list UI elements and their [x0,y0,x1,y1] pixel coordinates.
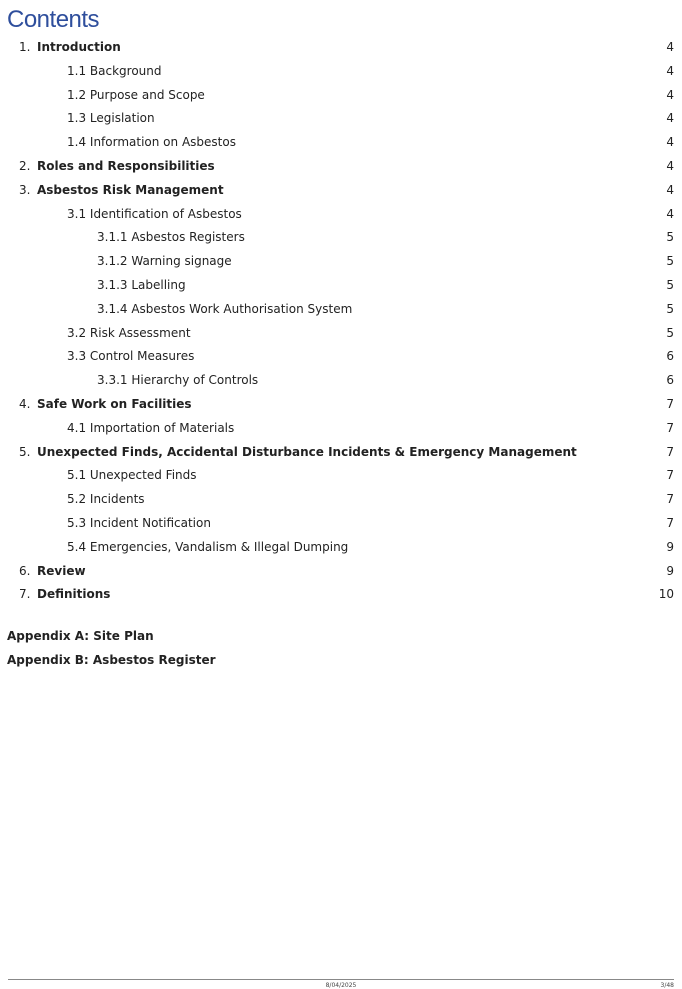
toc-entry[interactable] [0,345,682,369]
toc-entry-page[interactable]: 4 [666,111,674,126]
toc-entry-label[interactable]: 3.1.2 Warning signage [97,254,232,269]
toc-entry-label[interactable]: 5.1 Unexpected Finds [67,468,197,483]
toc-entry-page[interactable]: 5 [666,230,674,245]
toc-entry-page[interactable]: 4 [666,182,674,197]
toc-entry-page[interactable]: 4 [666,40,674,54]
toc-entry-page[interactable]: 7 [666,420,674,435]
toc-entry-label[interactable]: Review [37,563,86,578]
toc-entry[interactable] [0,536,682,560]
toc-entry-page[interactable]: 10 [658,587,674,602]
toc-entry-page[interactable]: 9 [666,539,674,554]
toc-entry-label[interactable]: Unexpected Finds, Accidental Disturbance Incidents & Emergency Management [37,444,577,459]
toc-entry-label[interactable]: Introduction [37,40,121,54]
toc-entry-page[interactable]: 7 [666,468,674,483]
toc-entry-label[interactable]: 3.1.3 Labelling [97,277,186,292]
toc-entry-label[interactable]: 4.1 Importation of Materials [67,420,235,435]
toc-entry-number: 5. [19,444,31,459]
toc-entry[interactable] [0,583,682,607]
toc-entry-label[interactable]: 3.1.1 Asbestos Registers [97,230,245,245]
toc-entry[interactable] [0,512,682,536]
toc-entry[interactable] [0,464,682,488]
toc-entry-label[interactable]: 5.2 Incidents [67,492,145,507]
toc-entry-number: 6. [19,563,31,578]
toc-entry[interactable] [0,393,682,417]
toc-entry-label[interactable]: 3.1 Identification of Asbestos [67,206,242,221]
toc-entry-page[interactable]: 7 [666,396,674,411]
footer-page-number: 3/48 [660,982,674,989]
toc-entry-page[interactable]: 5 [666,301,674,316]
toc-entry-page[interactable]: 4 [666,158,674,173]
toc-entry-label[interactable]: 3.1.4 Asbestos Work Authorisation System [97,301,353,316]
toc-entry-page[interactable]: 4 [666,135,674,150]
toc-entry-page[interactable]: 5 [666,277,674,292]
toc-entry-label[interactable]: 3.3.1 Hierarchy of Controls [97,373,259,388]
toc-entry-page[interactable]: 5 [666,254,674,269]
toc-entry-number: 7. [19,587,31,602]
toc-entry[interactable] [0,298,682,322]
toc-entry-label[interactable]: 1.4 Information on Asbestos [67,135,236,150]
toc-entry-page[interactable]: 7 [666,444,674,459]
page-title: Contents [7,6,100,33]
toc-entry-number: 2. [19,158,31,173]
toc-entry-page[interactable]: 4 [666,87,674,102]
toc-entry[interactable] [0,179,682,203]
toc-entry[interactable] [0,322,682,346]
toc-entry[interactable] [0,107,682,131]
toc-entry-page[interactable]: 7 [666,515,674,530]
toc-entry[interactable] [0,36,682,60]
toc-entry-label[interactable]: Safe Work on Facilities [37,396,192,411]
toc-entry-label[interactable]: 3.2 Risk Assessment [67,325,191,340]
toc-entry-number: 4. [19,396,31,411]
toc-entry-label[interactable]: Definitions [37,587,111,602]
footer-date: 8/04/2025 [325,982,357,989]
toc-entry[interactable] [0,274,682,298]
toc-entry-label[interactable]: 3.3 Control Measures [67,349,195,364]
toc-entry[interactable] [0,131,682,155]
toc-entry-number: 1. [19,40,31,54]
appendix-entry[interactable]: Appendix B: Asbestos Register [7,653,216,667]
toc-entry[interactable] [0,203,682,227]
toc-entry[interactable] [0,441,682,465]
toc-entry-page[interactable]: 4 [666,63,674,78]
toc-entry[interactable] [0,155,682,179]
toc-entry-label[interactable]: 5.4 Emergencies, Vandalism & Illegal Dumping [67,539,349,554]
toc-entry[interactable] [0,560,682,584]
toc-entry-label[interactable]: Asbestos Risk Management [37,182,224,197]
toc-entry[interactable] [0,226,682,250]
toc-entry[interactable] [0,250,682,274]
toc-entry-label[interactable]: 1.2 Purpose and Scope [67,87,205,102]
toc-entry[interactable] [0,369,682,393]
toc-entry-label[interactable]: 1.1 Background [67,63,162,78]
appendix-entry[interactable]: Appendix A: Site Plan [7,629,154,643]
toc-entry-label[interactable]: 5.3 Incident Notification [67,515,211,530]
toc-entry-page[interactable]: 6 [666,349,674,364]
toc-entry-page[interactable]: 4 [666,206,674,221]
toc-entry-label[interactable]: 1.3 Legislation [67,111,155,126]
table-of-contents [0,36,682,607]
toc-entry[interactable] [0,60,682,84]
toc-entry-page[interactable]: 7 [666,492,674,507]
toc-entry[interactable] [0,417,682,441]
toc-entry-label[interactable]: Roles and Responsibilities [37,158,215,173]
toc-entry-page[interactable]: 9 [666,563,674,578]
toc-entry[interactable] [0,488,682,512]
toc-entry-page[interactable]: 6 [666,373,674,388]
toc-entry-page[interactable]: 5 [666,325,674,340]
footer-divider [8,979,674,980]
toc-entry-number: 3. [19,182,31,197]
toc-entry[interactable] [0,84,682,108]
